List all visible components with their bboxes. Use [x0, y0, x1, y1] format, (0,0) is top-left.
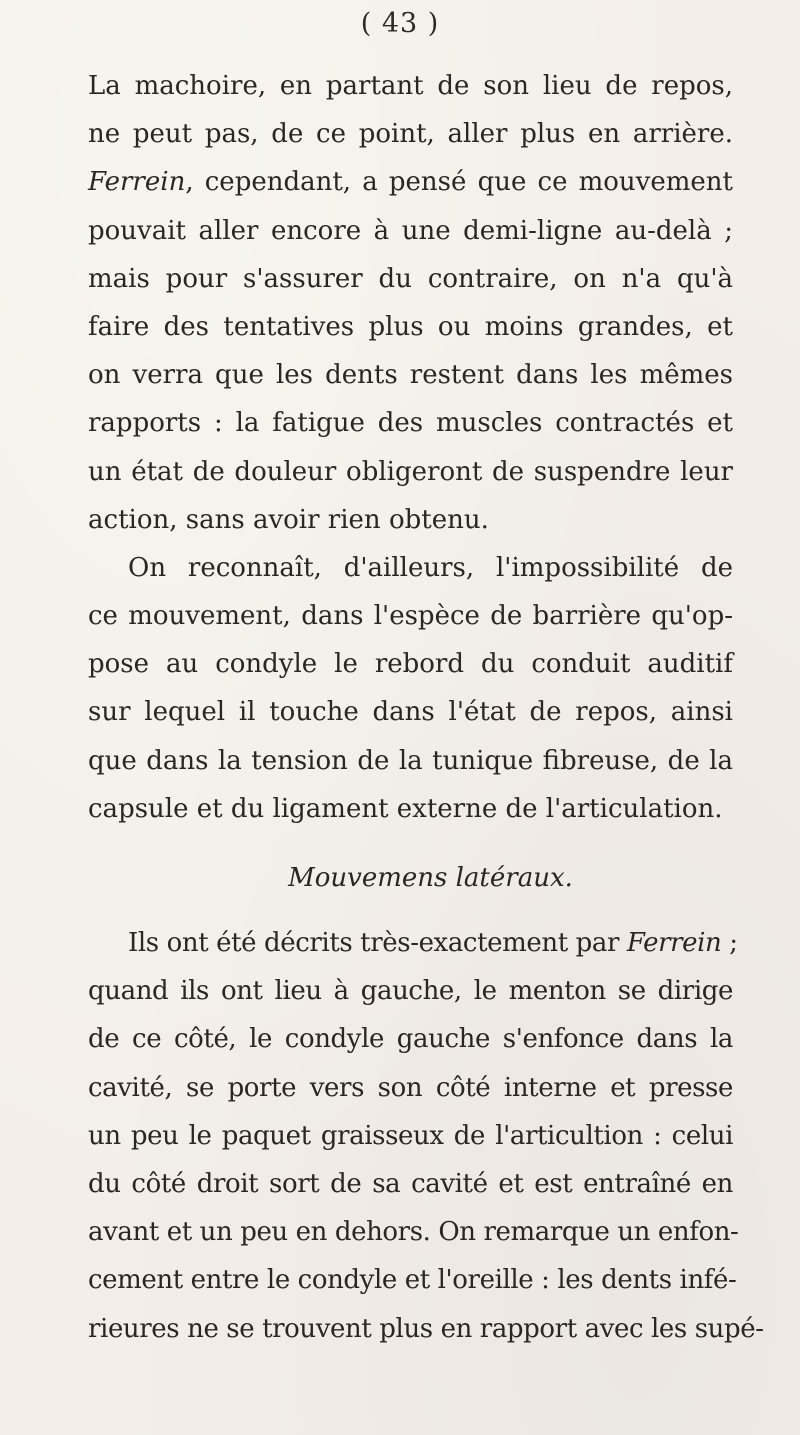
text-line: pouvait aller encore à une demi-ligne au-delà ; [88, 215, 733, 246]
text-line: rieures ne se trouvent plus en rapport avec les supé- [88, 1313, 764, 1344]
text-line: de ce côté, le condyle gauche s'enfonce dans la [88, 1024, 733, 1055]
paragraph-3 [88, 919, 764, 1353]
text-line: mais pour s'assurer du contraire, on n'a qu'à [88, 263, 733, 294]
text-line: La machoire, en partant de son lieu de repos, [88, 71, 733, 101]
text-line: on verra que les dents restent dans les mêmes [88, 360, 733, 391]
paragraph-1 [88, 62, 733, 544]
text-line: rapports : la fatigue des muscles contractés et [88, 408, 733, 439]
spacer [88, 833, 733, 845]
text-line: ce mouvement, dans l'espèce de barrière qu'op- [88, 601, 733, 632]
text-line: cement entre le condyle et l'oreille : les dents infé- [88, 1265, 737, 1296]
text-line: action, sans avoir rien obtenu. [88, 504, 489, 535]
text-line: sur lequel il touche dans l'état de repos, ainsi [88, 697, 733, 728]
text-line: un état de douleur obligeront de suspendre leur [88, 456, 733, 487]
page-number: ( 43 ) [360, 8, 440, 39]
text-line: quand ils ont lieu à gauche, le menton se dirige [88, 976, 733, 1007]
section-heading: Mouvemens latéraux. [288, 863, 573, 893]
text-line: Ils ont été décrits très-exactement par Ferrein ; [128, 928, 738, 958]
paragraph-2 [88, 544, 733, 833]
text-line: On reconnaît, d'ailleurs, l'impossibilité de [128, 552, 733, 583]
text-line: avant et un peu en dehors. On remarque un enfon- [88, 1217, 739, 1248]
text-line: Ferrein, cependant, a pensé que ce mouvement [88, 167, 733, 198]
text-line: cavité, se porte vers son côté interne et presse [88, 1072, 733, 1103]
text-line: capsule et du ligament externe de l'articulation. [88, 793, 723, 824]
text-line: un peu le paquet graisseux de l'articultion : celui [88, 1120, 733, 1151]
text-line: pose au condyle le rebord du conduit auditif [88, 649, 733, 680]
body-text [88, 62, 764, 1353]
text-line: du côté droit sort de sa cavité et est entraîné en [88, 1168, 733, 1199]
text-line: ne peut pas, de ce point, aller plus en arrière. [88, 119, 733, 150]
text-line: faire des tentatives plus ou moins grandes, et [88, 311, 733, 342]
text-line: que dans la tension de la tunique fibreuse, de la [88, 745, 733, 776]
